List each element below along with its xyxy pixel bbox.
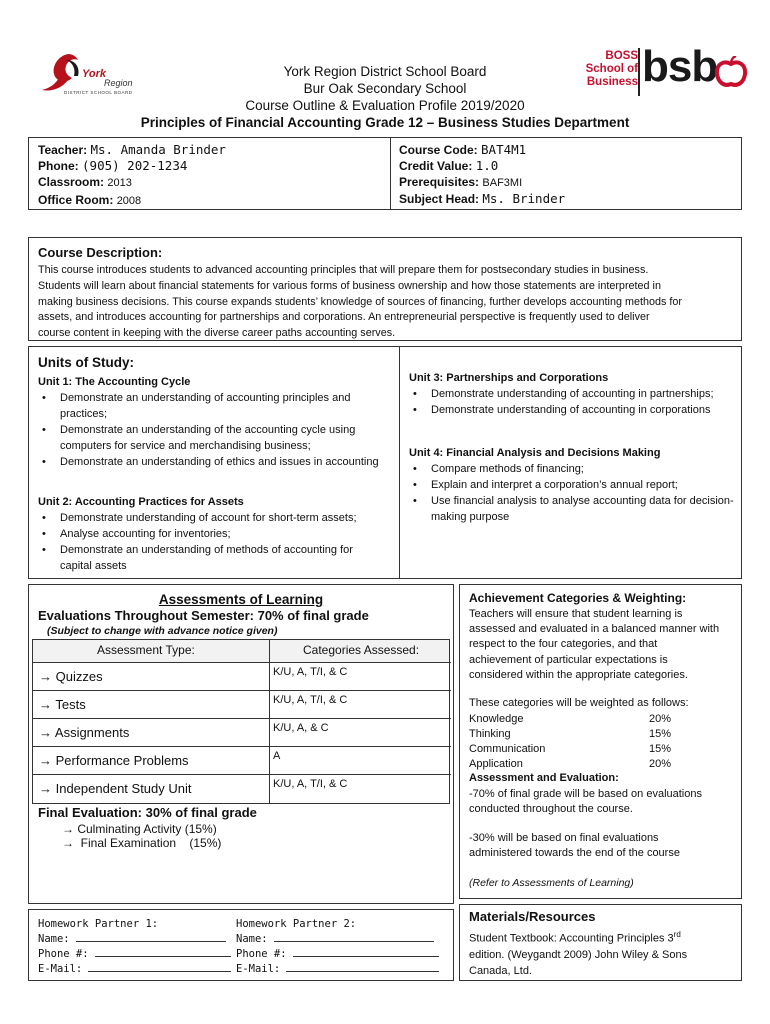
- assessment-evaluation-30: [469, 831, 680, 861]
- achievement-box: [459, 584, 742, 899]
- subject-head-label: Subject Head:: [399, 192, 480, 206]
- teacher-value: Ms. Amanda Brinder: [90, 142, 226, 157]
- weight-value: 20%: [649, 758, 672, 770]
- partner-1-title: Homework Partner 1:: [38, 918, 159, 930]
- yrdsb-logo-caption: DISTRICT SCHOOL BOARD: [64, 90, 133, 95]
- weight-value: 15%: [649, 743, 672, 755]
- weight-name: Knowledge: [469, 713, 524, 725]
- board-name: York Region District School Board: [283, 64, 487, 79]
- paragraph-line: administered towards the end of the course: [469, 847, 680, 859]
- email-label: E-Mail:: [38, 963, 83, 975]
- course-description-box: [28, 237, 742, 341]
- homework-partners-box: [28, 909, 454, 981]
- list-item: • Demonstrate an understanding of ethics and issues in accounting: [60, 454, 383, 470]
- assessment-categories: K/U, A, T/I, & C: [273, 666, 348, 678]
- list-item: • Demonstrate understanding of accounting in partnerships;: [431, 386, 734, 402]
- units-of-study-box: [28, 346, 742, 579]
- list-item: • Compare methods of financing;: [431, 461, 734, 477]
- paragraph-line: -70% of final grade will be based on evaluations: [469, 788, 702, 800]
- achievement-paragraph: [469, 607, 719, 683]
- prereq-value: BAF3MI: [482, 177, 523, 189]
- phone-row: [38, 158, 187, 173]
- partner-1-phone-row: [38, 946, 231, 961]
- assessment-type: → Tests: [39, 697, 86, 712]
- assessments-box: [28, 584, 454, 904]
- name-input-line[interactable]: [76, 931, 226, 942]
- unit-2-list: [38, 510, 383, 574]
- description-line: making business decisions. This course expands students’ knowledge of sources of financing, further develops accounting methods for: [38, 295, 682, 308]
- description-title: Course Description:: [38, 245, 163, 260]
- phone-label: Phone #:: [38, 948, 89, 960]
- credit-label: Credit Value:: [399, 159, 473, 173]
- list-item: • Demonstrate understanding of account for short-term assets;: [60, 510, 383, 526]
- prereq-row: [399, 175, 522, 189]
- table-row: [33, 718, 451, 747]
- homework-partner-2: [236, 917, 439, 976]
- materials-title: Materials/Resources: [469, 909, 596, 924]
- weight-value: 15%: [649, 728, 672, 740]
- paragraph-line: achievement of particular expectations is: [469, 653, 668, 666]
- office-label: Office Room:: [38, 193, 114, 207]
- list-item: → Final Examination (15%): [62, 836, 222, 850]
- weight-row: [469, 712, 679, 727]
- weighted-intro: These categories will be weighted as follows:: [469, 697, 689, 709]
- weight-value: 20%: [649, 713, 672, 725]
- partner-2-title: Homework Partner 2:: [236, 918, 357, 930]
- credit-row: [399, 158, 498, 173]
- materials-line: Canada, Ltd.: [469, 964, 532, 977]
- document-header: [100, 63, 670, 131]
- email-label: E-Mail:: [236, 963, 281, 975]
- prereq-label: Prerequisites:: [399, 175, 480, 189]
- materials-line: [469, 927, 687, 947]
- assessment-table-header: [33, 640, 449, 662]
- final-evaluation-heading: Final Evaluation: 30% of final grade: [38, 805, 257, 820]
- bsb-logo: bsb: [642, 42, 718, 91]
- teacher-row: [38, 142, 226, 157]
- course-title: Principles of Financial Accounting Grade 12 – Business Studies Department: [140, 115, 630, 130]
- unit-4: [409, 445, 734, 525]
- partner-1-name-row: [38, 931, 231, 946]
- boss-logo-line2: School of: [585, 63, 638, 75]
- classroom-row: [38, 175, 132, 189]
- phone-input-line[interactable]: [293, 946, 439, 957]
- refer-note: (Refer to Assessments of Learning): [469, 877, 634, 889]
- assessment-evaluation-70: [469, 787, 702, 817]
- description-line: Students will learn about financial statements for various forms of business ownership and how those statements are interpreted in: [38, 279, 661, 292]
- office-value: 2008: [116, 195, 142, 207]
- assessment-evaluation-title: Assessment and Evaluation:: [469, 772, 619, 784]
- list-item: • Demonstrate an understanding of the accounting cycle using computers for service and merchandising business;: [60, 422, 383, 454]
- course-code-label: Course Code:: [399, 143, 478, 157]
- course-code-value: BAT4M1: [481, 142, 527, 157]
- subject-note: (Subject to change with advance notice given): [47, 625, 278, 637]
- weight-name: Application: [469, 758, 523, 770]
- subject-head-value: Ms. Brinder: [482, 191, 566, 206]
- units-column-divider: [399, 347, 400, 578]
- apple-icon: [714, 56, 748, 88]
- weight-row: [469, 757, 679, 772]
- paragraph-line: considered within the appropriate categories.: [469, 668, 688, 681]
- unit-4-list: [409, 461, 734, 525]
- boss-logo-line1: BOSS: [605, 50, 638, 62]
- units-title: Units of Study:: [38, 355, 134, 370]
- materials-text: [469, 927, 687, 979]
- col-categories-header: Categories Assessed:: [303, 643, 420, 657]
- profile-title: Course Outline & Evaluation Profile 2019/2020: [245, 98, 525, 113]
- assessment-type: → Assignments: [39, 725, 130, 740]
- paragraph-line: respect to the four categories, and that: [469, 638, 658, 651]
- table-row: [33, 662, 451, 691]
- weight-name: Thinking: [469, 728, 511, 740]
- unit-1: [38, 374, 383, 470]
- yrdsb-logo-sub: Region: [104, 78, 133, 88]
- assessment-categories: K/U, A, T/I, & C: [273, 778, 348, 790]
- course-code-row: [399, 142, 526, 157]
- email-input-line[interactable]: [286, 961, 439, 972]
- list-item: • Use financial analysis to analyse accounting data for decision-making purpose: [431, 493, 734, 525]
- homework-partner-1: [38, 917, 231, 976]
- materials-line: edition. (Weygandt 2009) John Wiley & Sons: [469, 948, 688, 961]
- unit-4-title: Unit 4: Financial Analysis and Decisions Making: [409, 447, 661, 459]
- unit-1-list: [38, 390, 383, 470]
- assessment-categories: K/U, A, T/I, & C: [273, 694, 348, 706]
- phone-label: Phone:: [38, 159, 79, 173]
- weight-name: Communication: [469, 743, 546, 755]
- classroom-value: 2013: [107, 177, 132, 189]
- table-row: [33, 690, 451, 719]
- materials-line-text: Student Textbook: Accounting Principles 3: [469, 932, 674, 945]
- name-label: Name:: [38, 933, 70, 945]
- partner-2-phone-row: [236, 946, 439, 961]
- assessment-type: → Quizzes: [39, 669, 103, 684]
- paragraph-line: assessed and evaluated in a balanced manner with: [469, 623, 720, 636]
- list-item: • Explain and interpret a corporation’s annual report;: [431, 477, 734, 493]
- weights-list: [469, 712, 679, 772]
- assessments-title: Assessments of Learning: [158, 592, 324, 607]
- assessment-type: → Performance Problems: [39, 753, 189, 768]
- partner-1-email-row: [38, 961, 231, 976]
- unit-3-list: [409, 386, 734, 418]
- description-text: [38, 263, 682, 341]
- weight-row: [469, 727, 679, 742]
- classroom-label: Classroom:: [38, 175, 105, 189]
- description-line: course content in keeping with the diverse career paths accounting serves.: [38, 327, 396, 340]
- email-input-line[interactable]: [88, 961, 231, 972]
- partner-2-name-row: [236, 931, 439, 946]
- assessment-categories: A: [273, 750, 281, 762]
- weight-row: [469, 742, 679, 757]
- unit-1-title: Unit 1: The Accounting Cycle: [38, 376, 191, 388]
- credit-value: 1.0: [475, 158, 499, 173]
- paragraph-line: conducted throughout the course.: [469, 803, 633, 815]
- list-item: • Analyse accounting for inventories;: [60, 526, 383, 542]
- assessment-table: [32, 639, 450, 804]
- description-line: This course introduces students to advanced accounting principles that will prepare them for postsecondary studies in business.: [38, 264, 649, 276]
- list-item: • Demonstrate understanding of accounting in corporations: [431, 402, 734, 418]
- materials-superscript: rd: [673, 930, 681, 939]
- phone-value: (905) 202-1234: [82, 158, 188, 173]
- achievement-title: Achievement Categories & Weighting:: [469, 591, 687, 605]
- unit-2: [38, 494, 383, 574]
- list-item: → Culminating Activity (15%): [62, 822, 217, 836]
- name-input-line[interactable]: [274, 931, 434, 942]
- list-item: • Demonstrate an understanding of methods of accounting for capital assets: [60, 542, 383, 574]
- boss-logo-line3: Business: [586, 76, 638, 88]
- course-info-box: [28, 137, 742, 210]
- col-type-header: Assessment Type:: [97, 643, 195, 657]
- subject-head-row: [399, 191, 565, 206]
- info-column-divider: [390, 138, 391, 210]
- phone-input-line[interactable]: [95, 946, 231, 957]
- assessment-categories: K/U, A, & C: [273, 722, 329, 734]
- partner-2-email-row: [236, 961, 439, 976]
- final-evaluation-list: [62, 822, 221, 850]
- throughout-heading: Evaluations Throughout Semester: 70% of final grade: [38, 608, 369, 623]
- office-row: [38, 193, 141, 207]
- school-name: Bur Oak Secondary School: [303, 81, 467, 96]
- yrdsb-logo-main: York: [82, 68, 107, 80]
- unit-3-title: Unit 3: Partnerships and Corporations: [409, 372, 609, 384]
- assessment-type: → Independent Study Unit: [39, 781, 192, 796]
- name-label: Name:: [236, 933, 268, 945]
- table-row: [33, 774, 451, 804]
- list-item: • Demonstrate an understanding of accounting principles and practices;: [60, 390, 383, 422]
- phone-label: Phone #:: [236, 948, 287, 960]
- paragraph-line: -30% will be based on final evaluations: [469, 832, 659, 844]
- table-row: [33, 746, 451, 775]
- unit-2-title: Unit 2: Accounting Practices for Assets: [38, 496, 244, 508]
- materials-box: [459, 904, 742, 981]
- teacher-label: Teacher:: [38, 143, 88, 157]
- unit-3: [409, 370, 734, 418]
- paragraph-line: Teachers will ensure that student learning is: [469, 608, 683, 620]
- description-line: assets, and introduces accounting for partnerships and corporations. An entrepreneurial perspective is frequently used to deliver: [38, 311, 650, 324]
